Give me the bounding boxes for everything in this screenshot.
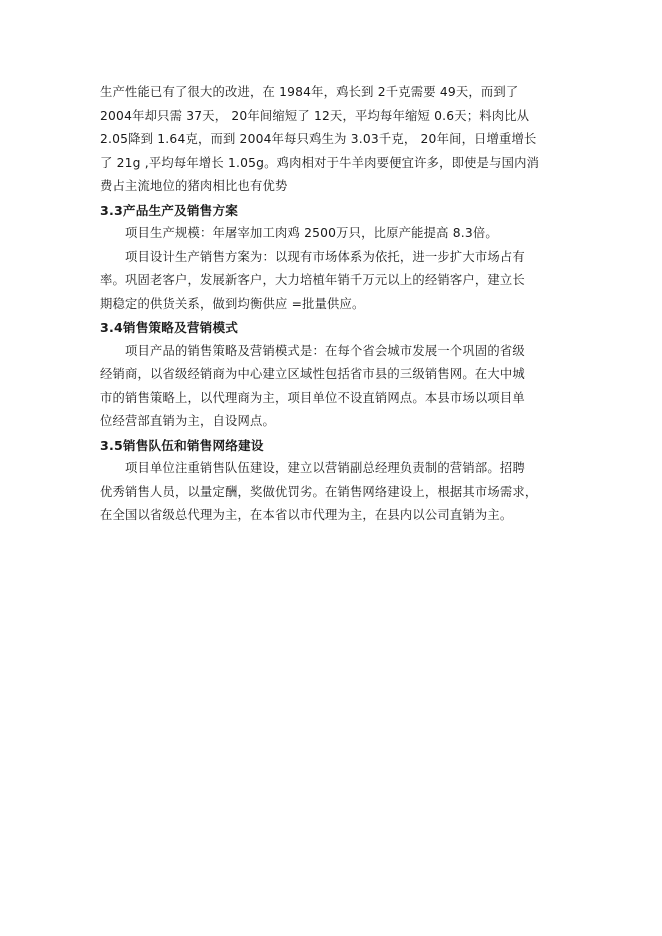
- text-line: 项目生产规模：年屠宰加工肉鸡 2500万只，比原产能提高 8.3倍。: [125, 226, 498, 240]
- text-line: 经销商，以省级经销商为中心建立区域性包括省市县的三级销售网。在大中城: [100, 367, 525, 381]
- text-line: 项目产品的销售策略及营销模式是：在每个省会城市发展一个巩固的省级: [125, 343, 525, 358]
- text-line: 在全国以省级总代理为主，在本省以市代理为主，在县内以公司直销为主。: [100, 508, 513, 522]
- text-line: 2.05降到 1.64克，而到 2004年每只鸡生为 3.03千克， 20年间，日增重增长: [100, 132, 537, 146]
- section-3-4: [100, 316, 562, 434]
- intro-paragraph: [100, 81, 562, 199]
- text-line: 项目设计生产销售方案为：以现有市场体系为依托，进一步扩大市场占有: [125, 249, 525, 264]
- text-line: 项目单位注重销售队伍建设，建立以营销副总经理负责制的营销部。招聘: [125, 461, 525, 475]
- section-heading: 3.3产品生产及销售方案: [100, 202, 239, 218]
- section-3-3: [100, 199, 562, 317]
- text-line: 期稳定的供货关系，做到均衡供应 =批量供应。: [100, 296, 365, 311]
- text-line: 生产性能已有了很大的改进，在 1984年，鸡长到 2千克需要 49天，而到了: [100, 85, 519, 99]
- text-line: 了 21g ,平均每年增长 1.05g。鸡肉相对于牛羊肉要便宜许多，即使是与国内消: [100, 155, 540, 170]
- section-3-5: [100, 434, 562, 528]
- text-line: 位经营部直销为主，自设网点。: [100, 414, 275, 428]
- text-line: 市的销售策略上，以代理商为主，项目单位不设直销网点。本县市场以项目单: [100, 390, 525, 405]
- text-line: 费占主流地位的猪肉相比也有优势: [100, 179, 288, 193]
- section-heading: 3.5销售队伍和销售网络建设: [100, 437, 264, 453]
- section-heading: 3.4销售策略及营销模式: [100, 320, 239, 335]
- text-line: 率。巩固老客户，发展新客户，大力培植年销千万元以上的经销客户，建立长: [100, 273, 525, 287]
- document-body: [100, 81, 562, 528]
- text-line: 2004年却只需 37天， 20年间缩短了 12天，平均每年缩短 0.6天；料肉比从: [100, 108, 530, 123]
- text-line: 优秀销售人员，以量定酬，奖做优罚劣。在销售网络建设上，根据其市场需求，: [100, 484, 538, 499]
